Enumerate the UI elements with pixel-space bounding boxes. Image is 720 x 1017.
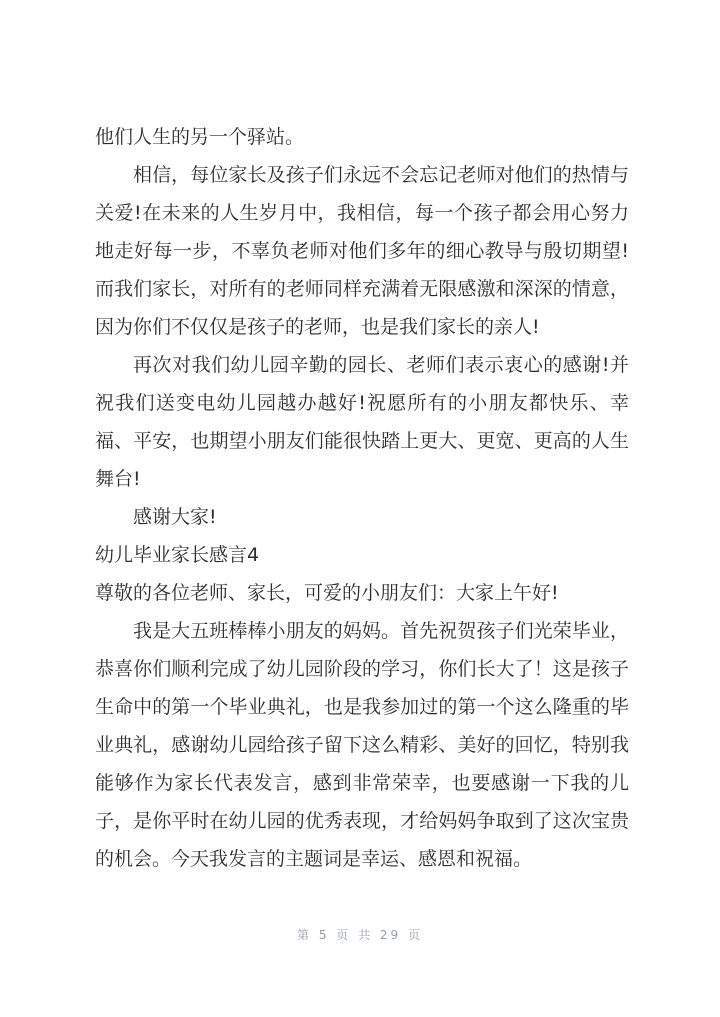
page-number-footer: 第 5 页 共 29 页 xyxy=(297,928,423,942)
paragraph-thanks-kindergarten: 再次对我们幼儿园辛勤的园长、老师们表示衷心的感谢!并祝我们送变电幼儿园越办越好!祝愿所有的小朋友都快乐、幸福、平安，也期望小朋友们能很快踏上更大、更宽、更高的人生舞台! xyxy=(95,354,629,490)
paragraph-mother-introduction: 我是大五班棒棒小朋友的妈妈。首先祝贺孩子们光荣毕业，恭喜你们顺利完成了幼儿园阶段的学习，你们长大了！这是孩子生命中的第一个毕业典礼，也是我参加过的第一个这么隆重的毕业典礼，感谢幼儿园给孩子留下这么精彩、美好的回忆，特别我能够作为家长代表发言，感到非常荣幸，也要感谢一下我的儿子，是你平时在幼儿园的优秀表现，才给妈妈争取到了这次宝贵的机会。今天我发言的主题词是幸运、感恩和祝福。 xyxy=(95,620,629,870)
section-heading-speech-4: 幼儿毕业家长感言4 xyxy=(95,544,260,566)
paragraph-thank-everyone: 感谢大家! xyxy=(133,506,217,528)
paragraph-continuation: 他们人生的另一个驿站。 xyxy=(95,126,305,148)
paragraph-salutation: 尊敬的各位老师、家长，可爱的小朋友们：大家上午好! xyxy=(95,582,559,604)
paragraph-gratitude-teachers: 相信，每位家长及孩子们永远不会忘记老师对他们的热情与关爱!在未来的人生岁月中，我相信，每一个孩子都会用心努力地走好每一步，不辜负老师对他们多年的细心教导与殷切期望!而我们家长，对所有的老师同样充满着无限感激和深深的情意，因为你们不仅仅是孩子的老师，也是我们家长的亲人! xyxy=(95,164,629,338)
document-body xyxy=(95,118,629,878)
